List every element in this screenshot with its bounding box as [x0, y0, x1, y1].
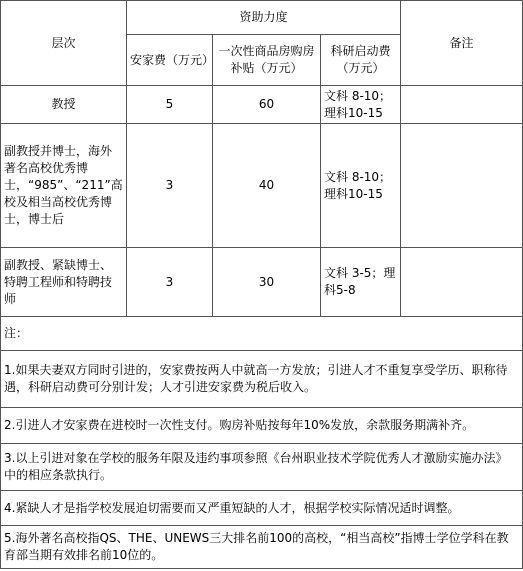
note-item: 2.引进人才安家费在进校时一次性支付。购房补贴按每年10%发放，余款服务期满补齐。 — [1, 408, 523, 444]
note-row — [1, 408, 523, 444]
table-row — [1, 248, 523, 317]
settle-cell: 5 — [127, 86, 213, 124]
table-row — [1, 86, 523, 124]
level-cell: 副教授、紧缺博士、特聘工程师和特聘技师 — [1, 248, 127, 317]
remark-cell — [401, 248, 523, 317]
notes-title-row — [1, 317, 523, 351]
note-item: 5.海外著名高校指QS、THE、UNEWS三大排名前100的高校，“相当高校”指博士学位学科在教育部当期有效排名前10位的。 — [1, 526, 523, 569]
note-row — [1, 491, 523, 526]
table-row — [1, 124, 523, 248]
header-settle-fee: 安家费（万元） — [127, 35, 213, 86]
header-level: 层次 — [1, 1, 127, 86]
remark-cell — [401, 86, 523, 124]
housing-cell: 60 — [213, 86, 321, 124]
note-row — [1, 351, 523, 408]
header-row-top — [1, 1, 523, 35]
note-row — [1, 526, 523, 569]
notes-title: 注： — [1, 317, 523, 351]
research-cell: 文科 8-10；理科10-15 — [321, 124, 401, 248]
research-cell: 文科 8-10；理科10-15 — [321, 86, 401, 124]
settle-cell: 3 — [127, 124, 213, 248]
note-item: 4.紧缺人才是指学校发展迫切需要而又严重短缺的人才，根据学校实际情况适时调整。 — [1, 491, 523, 526]
note-row — [1, 444, 523, 491]
note-item: 1.如果夫妻双方同时引进的，安家费按两人中就高一方发放；引进人才不重复享受学历、职称待遇，科研启动费可分别计发；人才引进安家费为税后收入。 — [1, 351, 523, 408]
level-cell: 教授 — [1, 86, 127, 124]
housing-cell: 30 — [213, 248, 321, 317]
header-research-fund: 科研启动费（万元） — [321, 35, 401, 86]
research-cell: 文科 3-5；理科5-8 — [321, 248, 401, 317]
header-funding: 资助力度 — [127, 1, 401, 35]
header-housing-subsidy: 一次性商品房购房补贴（万元） — [213, 35, 321, 86]
note-item: 3.以上引进对象在学校的服务年限及违约事项参照《台州职业技术学院优秀人才激励实施办法》中的相应条款执行。 — [1, 444, 523, 491]
remark-cell — [401, 124, 523, 248]
housing-cell: 40 — [213, 124, 321, 248]
settle-cell: 3 — [127, 248, 213, 317]
level-cell: 副教授并博士，海外著名高校优秀博士，“985”、“211”高校及相当高校优秀博士，博士后 — [1, 124, 127, 248]
header-remarks: 备注 — [401, 1, 523, 86]
